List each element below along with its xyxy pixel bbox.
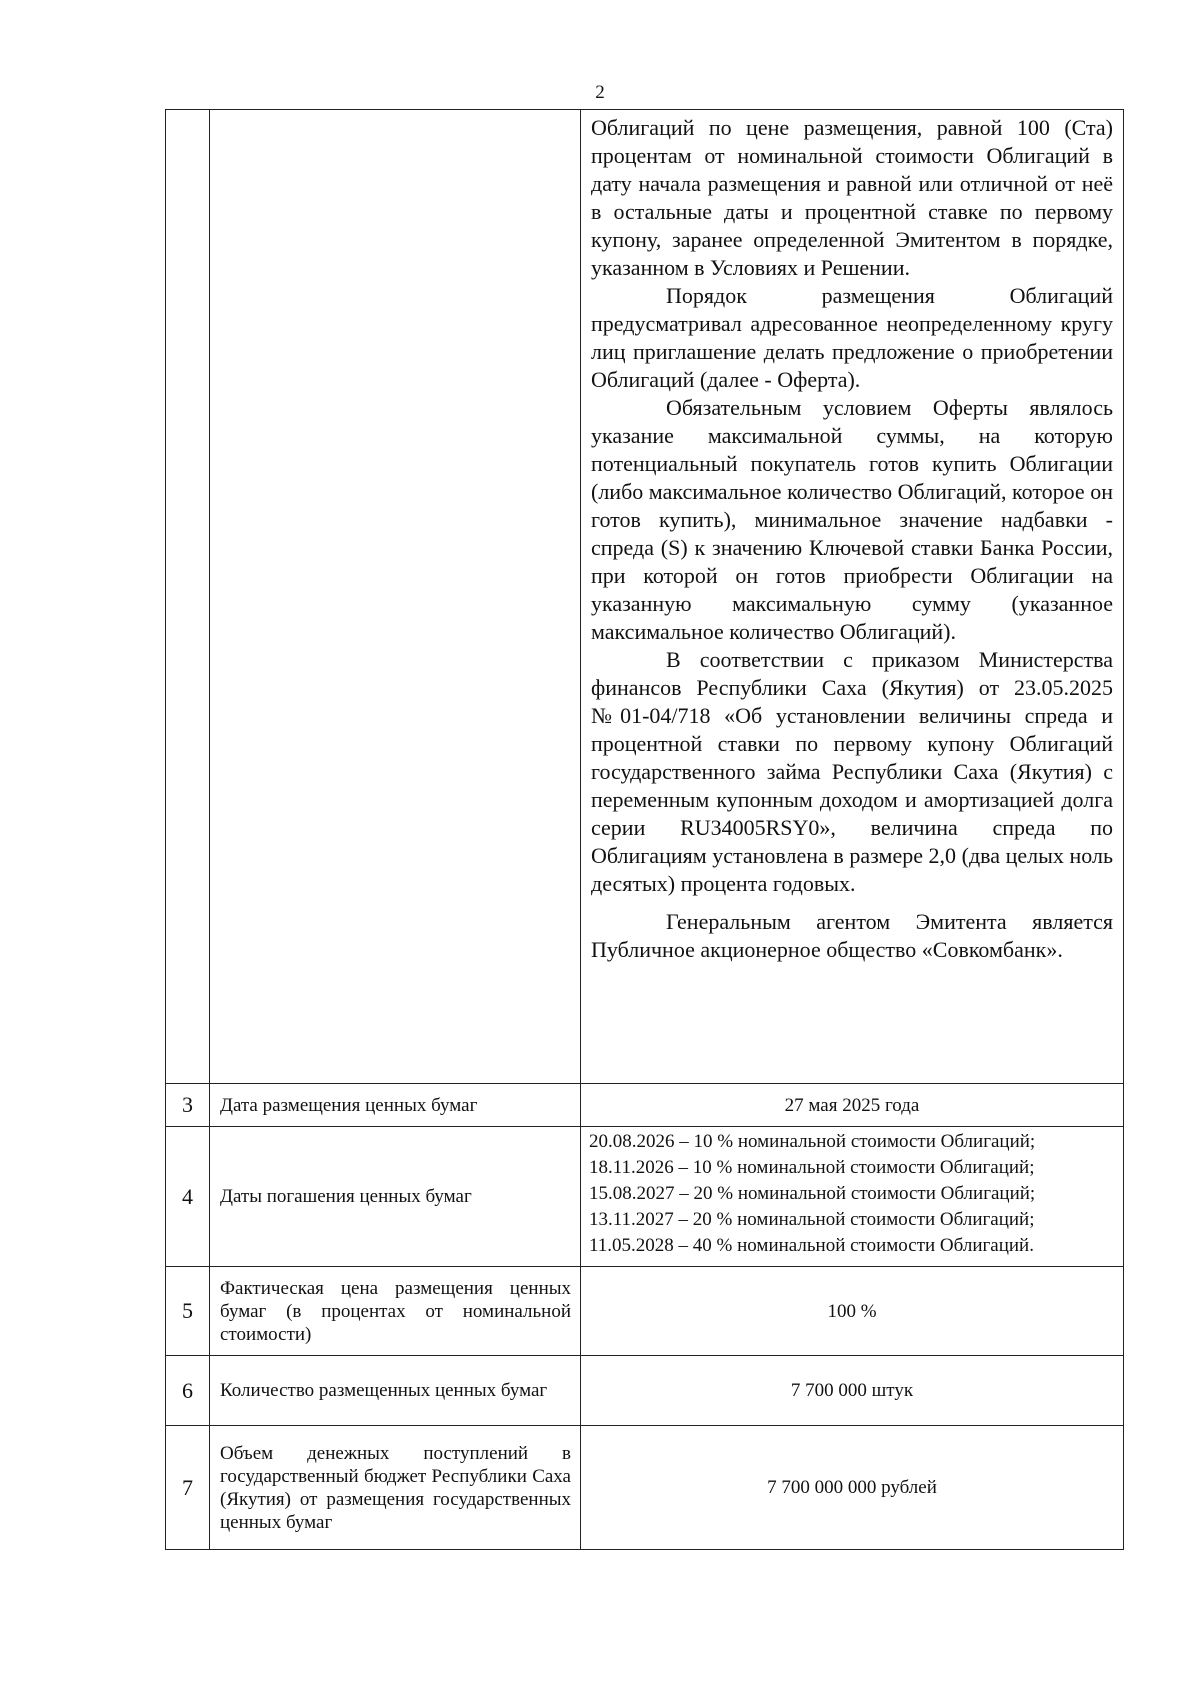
row-number: 3 (166, 1084, 210, 1127)
maturity-date-item: 11.05.2028 – 40 % номинальной стоимости Облигаций. (589, 1235, 1034, 1256)
row-number: 5 (166, 1267, 210, 1356)
description-paragraph: Обязательным условием Оферты являлось указание максимальной суммы, на которую потенциальный покупатель готов купить Облигации (либо максимальное количество Облигаций, которое он готов купить), минимальное значение надбавки - спреда (S) к значению Ключевой ставки Банка России, при которой он готов приобрести Облигации на указанную максимальную сумму (указанное максимальное количество Облигаций). (591, 395, 1113, 644)
row-number: 4 (166, 1127, 210, 1267)
row-number: 7 (166, 1426, 210, 1550)
row-number: 6 (166, 1356, 210, 1426)
description-paragraph: Облигаций по цене размещения, равной 100 (Ста) процентам от номинальной стоимости Облигаций в дату начала размещения и равной или отличной от неё в остальные даты и процентной ставке по первому купону, заранее определенной Эмитентом в порядке, указанном в Условиях и Решении. (591, 115, 1113, 280)
placement-description (581, 110, 1124, 1084)
table-row-continued (166, 110, 1124, 1084)
row-number-cell (166, 110, 210, 1084)
table-row-placement-date (166, 1084, 1124, 1127)
row-value: 27 мая 2025 года (581, 1084, 1124, 1127)
row-value: 100 % (581, 1267, 1124, 1356)
table-row-quantity (166, 1356, 1124, 1426)
row-name: Дата размещения ценных бумаг (210, 1084, 581, 1127)
row-name: Количество размещенных ценных бумаг (210, 1356, 581, 1426)
table-row-maturity-dates (166, 1127, 1124, 1267)
maturity-date-item: 20.08.2026 – 10 % номинальной стоимости Облигаций; (589, 1131, 1036, 1152)
maturity-date-item: 15.08.2027 – 20 % номинальной стоимости Облигаций; (589, 1183, 1036, 1204)
table-row-actual-price (166, 1267, 1124, 1356)
maturity-date-item: 13.11.2027 – 20 % номинальной стоимости Облигаций; (589, 1209, 1035, 1230)
row-name-cell (210, 110, 581, 1084)
table-row-proceeds (166, 1426, 1124, 1550)
row-name: Фактическая цена размещения ценных бумаг (в процентах от номинальной стоимости) (210, 1267, 581, 1356)
maturity-date-item: 18.11.2026 – 10 % номинальной стоимости Облигаций; (589, 1157, 1035, 1178)
description-paragraph: В соответствии с приказом Министерства финансов Республики Саха (Якутия) от 23.05.2025 №01-04/718 «Об установлении величины спреда и процентной ставки по первому купону Облигаций государственного займа Республики Саха (Якутия) с переменным купонным доходом и амортизацией долга серии RU34005RSY0», величина спреда по Облигациям установлена в размере 2,0 (два целых ноль десятых) процента годовых. (591, 647, 1113, 896)
bond-info-table (165, 109, 1124, 1550)
row-value: 7 700 000 штук (581, 1356, 1124, 1426)
page-number: 2 (595, 82, 605, 103)
description-paragraph: Генеральным агентом Эмитента является Публичное акционерное общество «Совкомбанк». (591, 909, 1113, 962)
row-value: 7 700 000 000 рублей (581, 1426, 1124, 1550)
row-name: Объем денежных поступлений в государственный бюджет Республики Саха (Якутия) от размещения государственных ценных бумаг (210, 1426, 581, 1550)
maturity-dates-list (581, 1127, 1124, 1267)
row-name: Даты погашения ценных бумаг (210, 1127, 581, 1267)
description-paragraph: Порядок размещения Облигаций предусматривал адресованное неопределенному кругу лиц приглашение делать предложение о приобретении Облигаций (далее - Оферта). (591, 283, 1113, 392)
